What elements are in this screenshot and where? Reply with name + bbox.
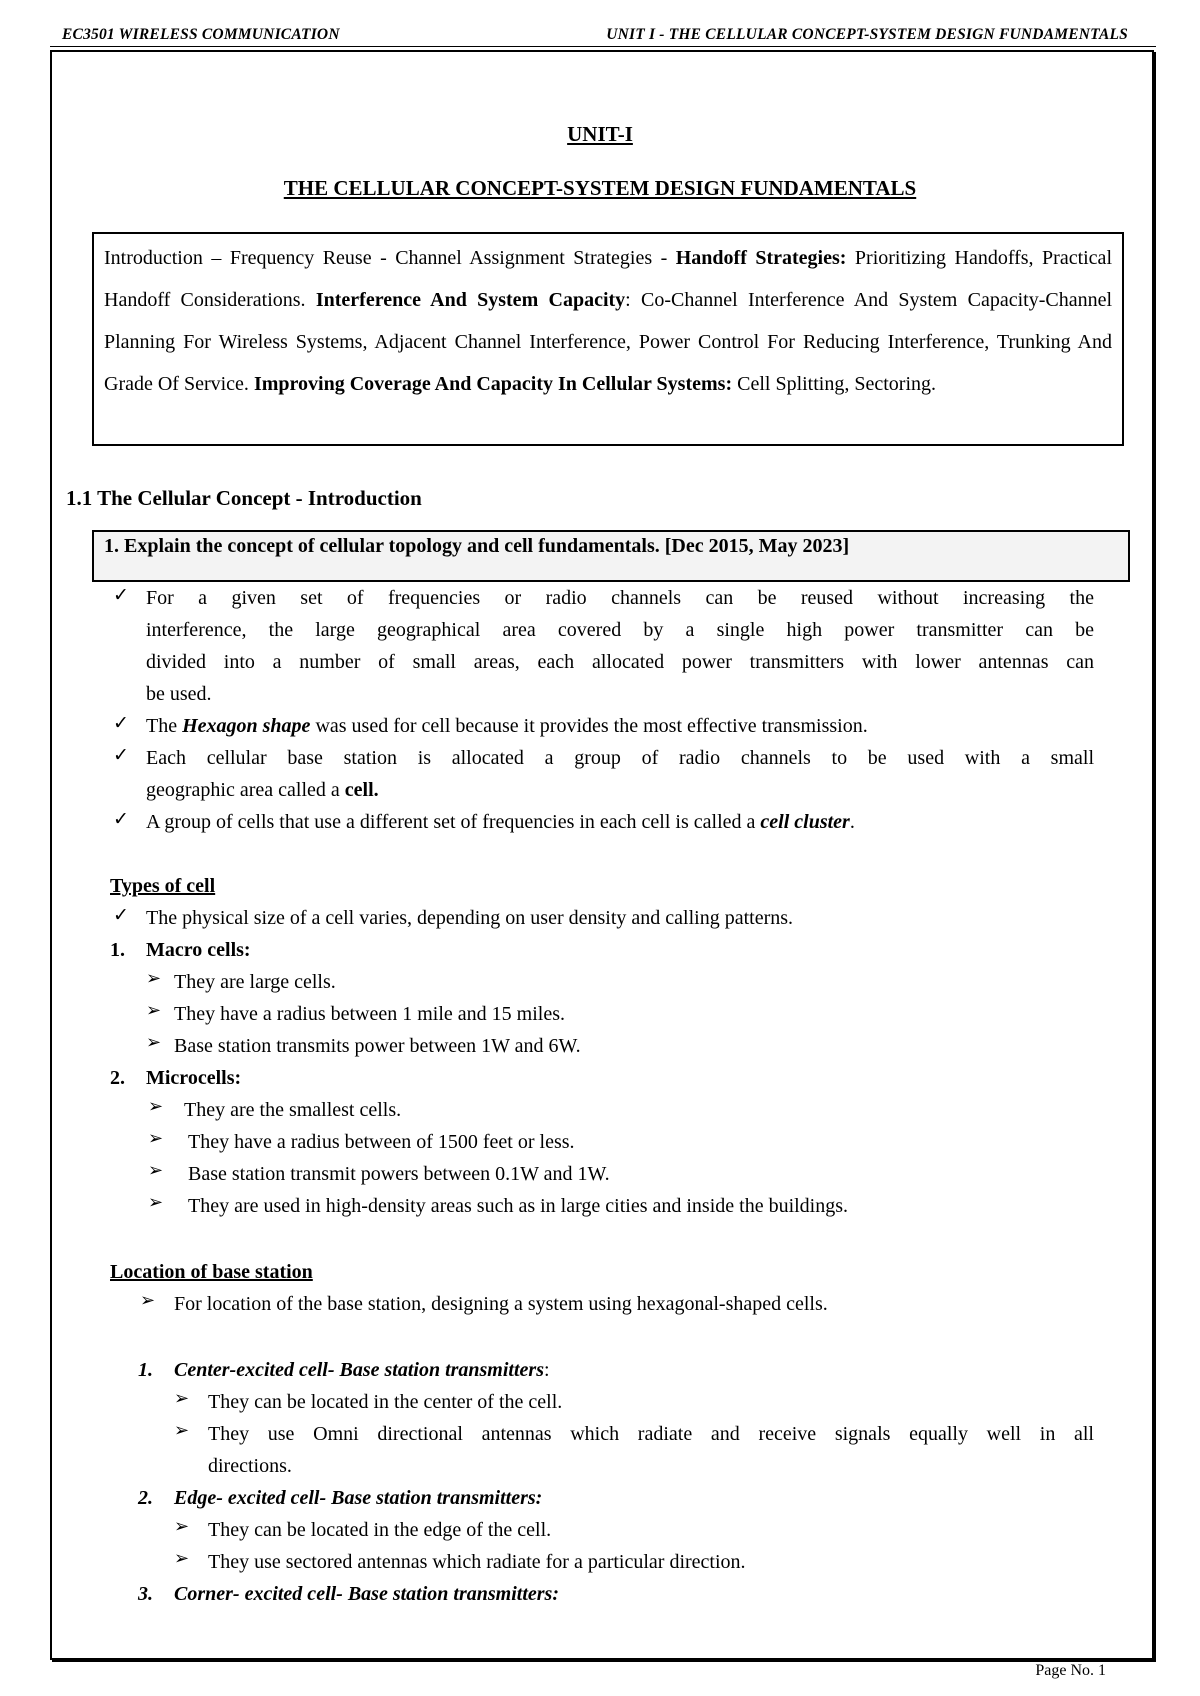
intro-point-1-line-1: For a given set of frequencies or radio channels can be reused without increasing the [146,587,1094,609]
center-item-line-2: directions. [208,1455,292,1477]
intro-point-1-line-3: divided into a number of small areas, each allocated power transmitters with lower antennas can [146,651,1094,673]
arrow-bullet-icon: ➢ [148,1128,164,1148]
intro-point-3-line-2: geographic area called a cell. [146,779,379,801]
location-heading: Location of base station [110,1261,313,1283]
corner-number: 3. [138,1583,153,1605]
intro-point-3-line-1: Each cellular base station is allocated a group of radio channels to be used with a small [146,747,1094,769]
intro-point-2: The Hexagon shape was used for cell because it provides the most effective transmission. [146,715,868,737]
page-number: Page No. 1 [1035,1662,1106,1679]
section-heading: 1.1 The Cellular Concept - Introduction [66,486,422,510]
types-heading: Types of cell [110,875,216,897]
micro-item: They are used in high-density areas such as in large cities and inside the buildings. [188,1195,849,1217]
check-icon: ✓ [113,745,129,766]
syllabus-text: : Co-Channel Interference And System Capacity-Channel Planning For Wireless Systems, Adjacent Channel Interference, Power Control For Reducing Interference, Trunking And Grade Of Service. [104,289,1112,395]
arrow-bullet-icon: ➢ [174,1420,190,1440]
check-icon: ✓ [113,713,129,734]
macro-item: They have a radius between 1 mile and 15 miles. [174,1003,565,1025]
location-intro: For location of the base station, designing a system using hexagonal-shaped cells. [174,1293,828,1315]
arrow-bullet-icon: ➢ [146,1000,162,1020]
syllabus-text: Prioritizing Handoffs, Practical Handoff Considerations. [104,247,1112,311]
arrow-bullet-icon: ➢ [146,968,162,988]
center-item: They can be located in the center of the cell. [208,1391,563,1413]
arrow-bullet-icon: ➢ [148,1096,164,1116]
arrow-bullet-icon: ➢ [174,1548,190,1568]
intro-point-4: A group of cells that use a different set of frequencies in each cell is called a cell cluster. [146,811,855,833]
unit-title: UNIT-I [567,122,633,146]
micro-item: Base station transmit powers between 0.1W and 1W. [188,1163,610,1185]
syllabus-bold: Improving Coverage And Capacity In Cellular Systems: [253,373,733,395]
edge-item: They use sectored antennas which radiate for a particular direction. [208,1551,746,1573]
macro-item: They are large cells. [174,971,336,993]
center-number: 1. [138,1359,153,1381]
types-intro: The physical size of a cell varies, depending on user density and calling patterns. [146,907,794,929]
header-course-code: EC3501 WIRELESS COMMUNICATION [62,26,340,43]
page-title: THE CELLULAR CONCEPT-SYSTEM DESIGN FUNDAMENTALS [283,176,917,200]
check-icon: ✓ [113,905,129,926]
intro-point-1-line-2: interference, the large geographical area covered by a single high power transmitter can be [146,619,1094,641]
header-unit-title: UNIT I - THE CELLULAR CONCEPT-SYSTEM DESIGN FUNDAMENTALS [606,26,1128,43]
syllabus-box [92,232,1124,446]
arrow-bullet-icon: ➢ [174,1516,190,1536]
center-item-line-1: They use Omni directional antennas which radiate and receive signals equally well in all [208,1423,1094,1445]
intro-point-1-line-4: be used. [146,683,212,705]
question-text: 1. Explain the concept of cellular topology and cell fundamentals. [Dec 2015, May 2023] [104,535,850,557]
micro-number: 2. [110,1067,125,1089]
arrow-bullet-icon: ➢ [140,1290,156,1310]
micro-item: They have a radius between of 1500 feet or less. [188,1131,575,1153]
edge-number: 2. [138,1487,153,1509]
arrow-bullet-icon: ➢ [148,1160,164,1180]
question-box [92,530,1130,582]
syllabus-bold: Handoff Strategies: [675,247,847,269]
check-icon: ✓ [113,585,129,606]
edge-title: Edge- excited cell- Base station transmitters: [174,1487,543,1509]
arrow-bullet-icon: ➢ [146,1032,162,1052]
syllabus-text: Cell Splitting, Sectoring. [732,373,936,395]
micro-title: Microcells: [146,1067,242,1089]
edge-item: They can be located in the edge of the cell. [208,1519,552,1541]
check-icon: ✓ [113,809,129,830]
syllabus-text: Introduction – Frequency Reuse - Channel Assignment Strategies - [104,247,676,269]
arrow-bullet-icon: ➢ [174,1388,190,1408]
macro-title: Macro cells: [146,939,251,961]
header-rule [50,46,1156,47]
center-title: Center-excited cell- Base station transmitters: [174,1359,550,1381]
corner-title: Corner- excited cell- Base station transmitters: [174,1583,559,1605]
macro-item: Base station transmits power between 1W and 6W. [174,1035,581,1057]
micro-item: They are the smallest cells. [184,1099,402,1121]
macro-number: 1. [110,939,125,961]
syllabus-bold: Interference And System Capacity [315,289,626,311]
arrow-bullet-icon: ➢ [148,1192,164,1212]
